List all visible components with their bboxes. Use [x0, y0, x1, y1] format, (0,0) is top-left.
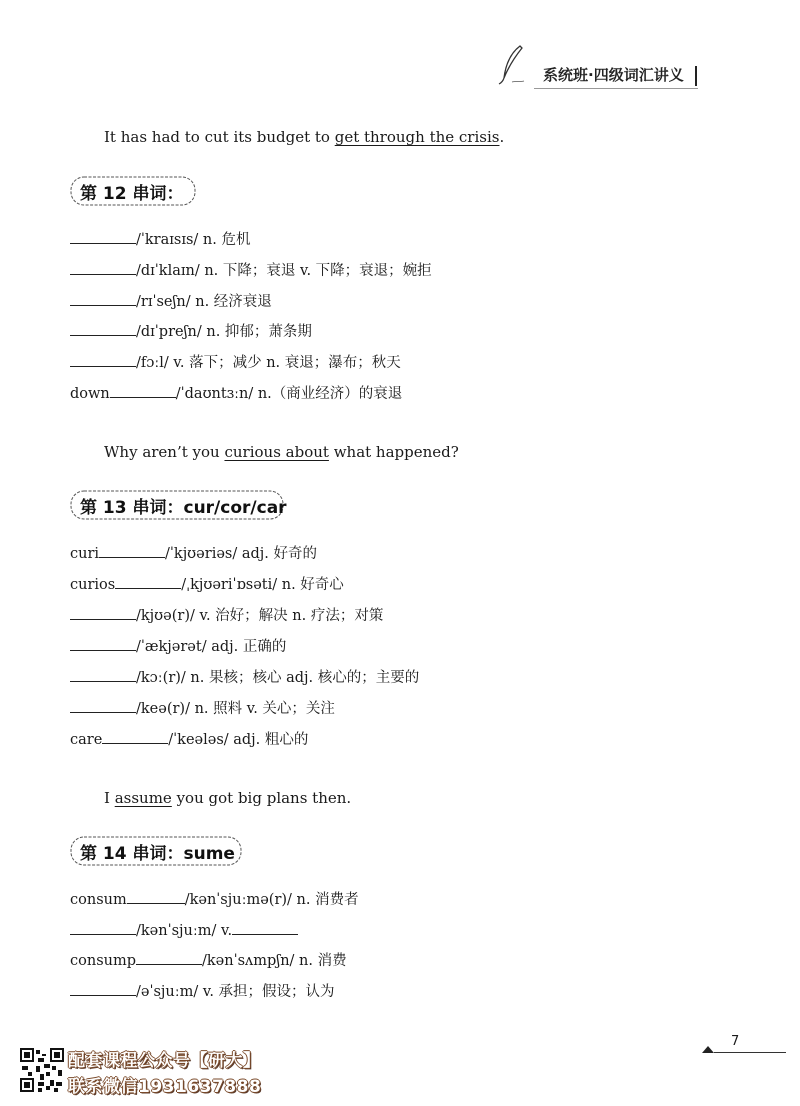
fill-blank[interactable] [70, 259, 136, 275]
fill-blank[interactable] [232, 919, 298, 935]
sentence-key-phrase: get through the crisis [334, 128, 500, 146]
header-rule [534, 88, 698, 89]
fill-blank[interactable] [99, 542, 165, 558]
feather-pen-icon [498, 44, 528, 86]
promo-text-contact: 联系微信1931637888 [68, 1077, 262, 1097]
fill-blank[interactable] [70, 228, 136, 244]
word-line: /kɔː(r)/ n. 果核；核心 adj. 核心的；主要的 [70, 666, 419, 688]
example-sentence [104, 128, 504, 146]
fill-blank[interactable] [70, 697, 136, 713]
qr-code-icon [20, 1048, 64, 1092]
word-line: /ˈækjərət/ adj. 正确的 [70, 635, 286, 657]
word-line: curi /ˈkjʊəriəs/ adj. 好奇的 [70, 542, 317, 564]
sentence-text: . [499, 128, 505, 146]
sentence-text: I [104, 789, 115, 807]
word-line: /rɪˈseʃn/ n. 经济衰退 [70, 290, 272, 312]
word-line: down /ˈdaʊntɜːn/ n.（商业经济）的衰退 [70, 382, 402, 404]
fill-blank[interactable] [127, 888, 185, 904]
section-heading [70, 836, 242, 866]
word-line: /keə(r)/ n. 照料 v. 关心；关注 [70, 697, 335, 719]
sentence-text: Why aren’t you [104, 443, 225, 461]
section-title: 第 14 串词：sume [80, 844, 235, 864]
section-title: 第 12 串词： [80, 184, 184, 204]
word-line: /fɔːl/ v. 落下；减少 n. 衰退；瀑布；秋天 [70, 351, 401, 373]
fill-blank[interactable] [70, 604, 136, 620]
sentence-text: It has had to cut its budget to [104, 128, 335, 146]
section-heading [70, 490, 287, 520]
example-sentence [104, 443, 459, 461]
fill-blank[interactable] [115, 573, 181, 589]
word-line: consump /kənˈsʌmpʃn/ n. 消费 [70, 949, 347, 971]
page-number: 7 [731, 1034, 740, 1049]
fill-blank[interactable] [70, 320, 136, 336]
fill-blank[interactable] [70, 351, 136, 367]
fill-blank[interactable] [70, 666, 136, 682]
promo-text-wechat-account: 配套课程公众号【研大】 [68, 1051, 261, 1071]
word-line: /əˈsjuːm/ v. 承担；假设；认为 [70, 980, 335, 1002]
word-line: care /ˈkeələs/ adj. 粗心的 [70, 728, 308, 750]
fill-blank[interactable] [136, 949, 202, 965]
word-line: /kənˈsjuːm/ v. [70, 919, 298, 941]
section-heading [70, 176, 196, 206]
word-line: /kjʊə(r)/ v. 治好；解决 n. 疗法；对策 [70, 604, 383, 626]
sentence-key-phrase: curious about [224, 443, 329, 461]
fill-blank[interactable] [102, 728, 168, 744]
section-title: 第 13 串词：cur/cor/car [80, 498, 287, 518]
header-divider [695, 66, 697, 86]
fill-blank[interactable] [70, 919, 136, 935]
header-title: 系统班·四级词汇讲义 [543, 66, 684, 84]
footer-rule [714, 1052, 786, 1053]
footer-triangle-icon [702, 1046, 714, 1053]
fill-blank[interactable] [70, 635, 136, 651]
word-line: /ˈkraɪsɪs/ n. 危机 [70, 228, 250, 250]
sentence-key-phrase: assume [114, 789, 172, 807]
fill-blank[interactable] [110, 382, 176, 398]
word-line: /dɪˈklaɪn/ n. 下降；衰退 v. 下降；衰退；婉拒 [70, 259, 432, 281]
example-sentence [104, 789, 351, 807]
sentence-text: you got big plans then. [171, 789, 352, 807]
word-line: curios /ˌkjʊəriˈɒsəti/ n. 好奇心 [70, 573, 344, 595]
word-line: /dɪˈpreʃn/ n. 抑郁；萧条期 [70, 320, 312, 342]
word-line: consum /kənˈsjuːmə(r)/ n. 消费者 [70, 888, 359, 910]
sentence-text: what happened? [328, 443, 459, 461]
fill-blank[interactable] [70, 290, 136, 306]
fill-blank[interactable] [70, 980, 136, 996]
